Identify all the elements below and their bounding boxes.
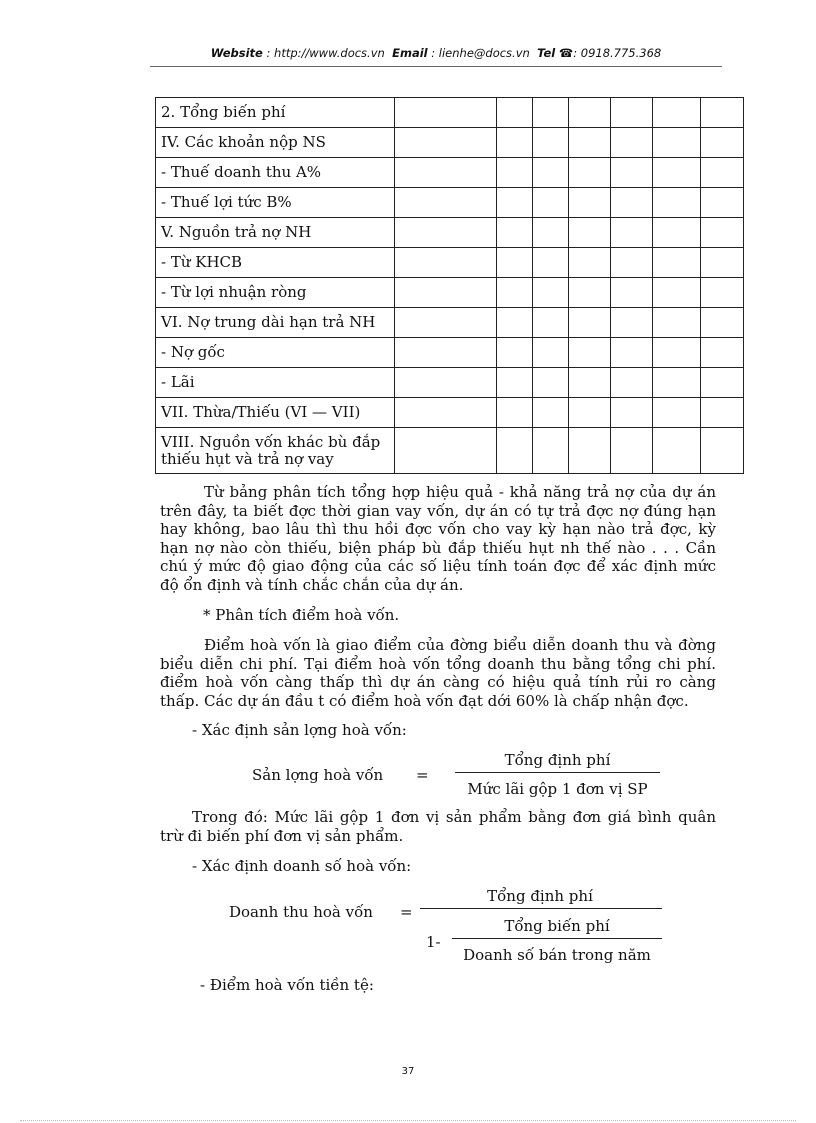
empty-cell xyxy=(395,398,497,428)
empty-cell xyxy=(701,338,744,368)
empty-cell xyxy=(533,98,569,128)
empty-cell xyxy=(395,308,497,338)
empty-cell xyxy=(653,188,701,218)
empty-cell xyxy=(611,278,653,308)
table-row xyxy=(156,338,744,368)
empty-cell xyxy=(701,218,744,248)
email-label: Email xyxy=(392,46,428,60)
empty-cell xyxy=(701,308,744,338)
empty-cell xyxy=(569,278,611,308)
empty-cell xyxy=(653,368,701,398)
empty-cell xyxy=(533,278,569,308)
empty-cell xyxy=(395,428,497,474)
empty-cell xyxy=(395,158,497,188)
empty-cell xyxy=(569,248,611,278)
paragraph-breakeven: Điểm hoà vốn là giao điểm của đờng biểu diễn doanh thu và đờng biểu diễn chi phí. Tại điểm hoà vốn tổng doanh thu bằng tổng chi phí. điểm hoà vốn càng thấp thì dự án càng có hiệu quả tính rủi ro càng thấp. Các dự án đầu t có điểm hoà vốn đạt dới 60% là chấp nhận đợc. xyxy=(160,636,716,710)
formula2-inner-denominator: Doanh số bán trong năm xyxy=(463,946,651,964)
table-row xyxy=(156,188,744,218)
empty-cell xyxy=(497,278,533,308)
phone-icon: ☎ xyxy=(558,46,574,60)
empty-cell xyxy=(569,188,611,218)
empty-cell xyxy=(395,98,497,128)
table-row xyxy=(156,158,744,188)
formula2-label: Doanh thu hoà vốn xyxy=(229,903,373,921)
heading-monetary-breakeven: - Điểm hoà vốn tiền tệ: xyxy=(200,976,374,994)
row-label: VIII. Nguồn vốn khác bù đắp thiếu hụt và trả nợ vay xyxy=(156,428,395,474)
row-label: V. Nguồn trả nợ NH xyxy=(156,218,395,248)
table-row xyxy=(156,428,744,474)
empty-cell xyxy=(497,128,533,158)
empty-cell xyxy=(533,248,569,278)
empty-cell xyxy=(497,398,533,428)
empty-cell xyxy=(611,218,653,248)
empty-cell xyxy=(533,338,569,368)
footer-divider xyxy=(20,1120,796,1121)
empty-cell xyxy=(611,308,653,338)
paragraph-definition: Trong đó: Mức lãi gộp 1 đơn vị sản phẩm bằng đơn giá bình quân trừ đi biến phí đơn vị sản phẩm. xyxy=(160,808,716,845)
empty-cell xyxy=(569,398,611,428)
row-label: - Nợ gốc xyxy=(156,338,395,368)
empty-cell xyxy=(653,158,701,188)
empty-cell xyxy=(653,128,701,158)
empty-cell xyxy=(653,218,701,248)
empty-cell xyxy=(395,218,497,248)
empty-cell xyxy=(533,398,569,428)
table-row xyxy=(156,308,744,338)
header-divider xyxy=(150,66,722,67)
empty-cell xyxy=(497,368,533,398)
heading-revenue-breakeven: - Xác định doanh số hoà vốn: xyxy=(192,857,412,875)
empty-cell xyxy=(701,158,744,188)
empty-cell xyxy=(653,338,701,368)
empty-cell xyxy=(533,158,569,188)
row-label: - Thuế doanh thu A% xyxy=(156,158,395,188)
empty-cell xyxy=(497,188,533,218)
paragraph-analysis: Từ bảng phân tích tổng hợp hiệu quả - khả năng trả nợ của dự án trên đây, ta biết đợc thời gian vay vốn, dự án có tự trả đợc nợ đúng hạn hay không, bao lâu thì thu hồi đợc vốn cho vay kỳ hạn nào trả đợc, kỳ hạn nợ nào còn thiếu, biện pháp bù đắp thiếu hụt nh thế nào . . . Cần chú ý mức độ giao động của các số liệu tính toán đợc để xác định mức độ ổn định và tính chắc chắn của dự án. xyxy=(160,483,716,594)
empty-cell xyxy=(569,158,611,188)
empty-cell xyxy=(395,248,497,278)
empty-cell xyxy=(395,338,497,368)
formula1-numerator: Tổng định phí xyxy=(504,751,611,769)
heading-output-breakeven: - Xác định sản lợng hoà vốn: xyxy=(192,721,407,739)
row-label: VI. Nợ trung dài hạn trả NH xyxy=(156,308,395,338)
empty-cell xyxy=(653,428,701,474)
empty-cell xyxy=(497,98,533,128)
email-address[interactable]: : lienhe@docs.vn xyxy=(431,46,530,60)
formula2-inner-numerator: Tổng biến phí xyxy=(504,917,610,935)
page-header xyxy=(150,46,722,60)
table-row xyxy=(156,98,744,128)
empty-cell xyxy=(701,398,744,428)
formula2-inner-fraction-bar xyxy=(452,938,662,939)
empty-cell xyxy=(701,188,744,218)
empty-cell xyxy=(653,98,701,128)
table-row xyxy=(156,218,744,248)
empty-cell xyxy=(569,428,611,474)
empty-cell xyxy=(497,218,533,248)
empty-cell xyxy=(533,368,569,398)
empty-cell xyxy=(611,128,653,158)
empty-cell xyxy=(497,158,533,188)
empty-cell xyxy=(497,248,533,278)
empty-cell xyxy=(653,398,701,428)
tel-label: Tel xyxy=(537,46,556,60)
formula1-fraction-bar xyxy=(455,772,660,773)
table-row xyxy=(156,278,744,308)
empty-cell xyxy=(569,338,611,368)
financial-table xyxy=(155,97,744,474)
empty-cell xyxy=(611,158,653,188)
row-label: - Từ KHCB xyxy=(156,248,395,278)
row-label: 2. Tổng biến phí xyxy=(156,98,395,128)
phone-number: : 0918.775.368 xyxy=(573,46,662,60)
empty-cell xyxy=(533,188,569,218)
row-label: IV. Các khoản nộp NS xyxy=(156,128,395,158)
formula1-denominator: Mức lãi gộp 1 đơn vị SP xyxy=(467,780,648,798)
empty-cell xyxy=(569,368,611,398)
empty-cell xyxy=(611,368,653,398)
page-number: 37 xyxy=(401,1066,415,1077)
empty-cell xyxy=(611,248,653,278)
empty-cell xyxy=(611,428,653,474)
empty-cell xyxy=(611,338,653,368)
empty-cell xyxy=(533,308,569,338)
row-label: - Lãi xyxy=(156,368,395,398)
formula2-equals: = xyxy=(400,903,413,921)
empty-cell xyxy=(497,338,533,368)
empty-cell xyxy=(701,428,744,474)
empty-cell xyxy=(611,188,653,218)
empty-cell xyxy=(569,128,611,158)
formula1-equals: = xyxy=(416,766,429,784)
empty-cell xyxy=(533,428,569,474)
website-label: Website xyxy=(210,46,263,60)
row-label: - Thuế lợi tức B% xyxy=(156,188,395,218)
table-row xyxy=(156,128,744,158)
formula1-label: Sản lợng hoà vốn xyxy=(252,766,384,784)
formula2-numerator: Tổng định phí xyxy=(487,887,593,905)
table-row xyxy=(156,398,744,428)
empty-cell xyxy=(701,98,744,128)
empty-cell xyxy=(395,368,497,398)
formula2-one-minus: 1- xyxy=(426,933,441,951)
empty-cell xyxy=(569,308,611,338)
empty-cell xyxy=(533,128,569,158)
empty-cell xyxy=(395,188,497,218)
row-label: - Từ lợi nhuận ròng xyxy=(156,278,395,308)
empty-cell xyxy=(701,248,744,278)
formula2-fraction-bar xyxy=(420,908,662,909)
table-row xyxy=(156,248,744,278)
empty-cell xyxy=(395,278,497,308)
empty-cell xyxy=(611,398,653,428)
empty-cell xyxy=(611,98,653,128)
section-heading-breakeven: * Phân tích điểm hoà vốn. xyxy=(203,606,400,624)
empty-cell xyxy=(701,128,744,158)
empty-cell xyxy=(395,128,497,158)
table-row xyxy=(156,368,744,398)
empty-cell xyxy=(497,428,533,474)
empty-cell xyxy=(497,308,533,338)
empty-cell xyxy=(653,248,701,278)
website-url[interactable]: : http://www.docs.vn xyxy=(266,46,385,60)
empty-cell xyxy=(701,278,744,308)
empty-cell xyxy=(653,278,701,308)
empty-cell xyxy=(653,308,701,338)
empty-cell xyxy=(533,218,569,248)
empty-cell xyxy=(701,368,744,398)
empty-cell xyxy=(569,218,611,248)
row-label: VII. Thừa/Thiếu (VI — VII) xyxy=(156,398,395,428)
empty-cell xyxy=(569,98,611,128)
